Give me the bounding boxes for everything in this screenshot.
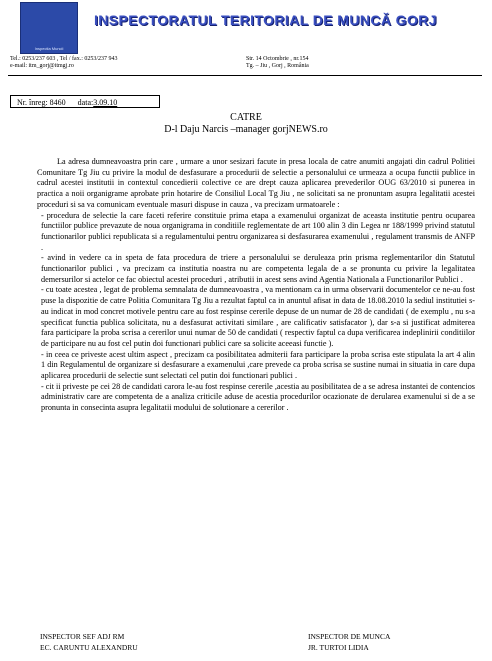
list-item: - cit ii priveste pe cei 28 de candidati carora le-au fost respinse cererile ,acestia au posibilitatea de a se adresa instantei de contencios administrativ care are competenta de a analiza criticile aduse de acestia procedurilor ocazionate de derularea examenului si de a se pronunta in consecinta asupra legalitatii modului de solutionare a cererilor . — [41, 381, 475, 413]
header-title: INSPECTORATUL TERITORIAL DE MUNCĂ GORJ — [94, 12, 437, 28]
list-item: - in ceea ce priveste acest ultim aspect , precizam ca posibilitatea admiterii fara participare la proba scrisa este stipulata la art 4 alin 1 din Regulamentul de organizare si desfasurare a examenului ,care prevede ca proba scrisa se sustine numai in situatia in care dupa aplicarea procedurii de selectie sunt selectati cel putin doi functionari publici . — [41, 349, 475, 381]
letter-body — [37, 157, 475, 414]
contact-left — [10, 56, 118, 70]
header-divider — [8, 75, 482, 76]
list-item: - avind in vedere ca in speta de fata procedura de triere a personalului se deruleaza prin prisma reglementarilor din Statutul functionarilor publici , va precizam ca institutia noastra nu are competenta legala de a se pronunta cu privire la legalitatea demersurilor si actelor ce fac obiectul acestei proceduri , atributii in acest sens avind Agentia Nationala a Functionarilor Publici . — [41, 253, 475, 284]
registration-date: 3.09.10 — [93, 98, 118, 107]
contact-phone: Tel.: 0253/237 603 , Tel / fax.: 0253/237 943 — [10, 56, 118, 62]
signature-right-name: JR. TURTOI LIDIA — [308, 643, 369, 652]
signature-left-title: INSPECTOR SEF ADJ RM — [40, 632, 125, 641]
registration-number-label: Nr. înreg: — [17, 98, 48, 107]
contact-right — [246, 56, 309, 70]
addressee-name: D-l Daju Narcis –manager gorjNEWS.ro — [164, 124, 328, 135]
list-item: - cu toate acestea , legat de problema semnalata de dumneavoastra , va mentionam ca in urma observarii documentelor ce ne-au fost puse la dispozitie de catre Politia Comunitara Tg Jiu a rezultat faptul ca in anuntul afisat in data de 18.08.2010 la sediul institutiei s-au indicat in mod concret motivele pentru care au fost respinse cererile depuse de un numar de 28 de candidati ( de exemplu , nu s-a specificat functia publica solicitata, nu a desfasurat activitati similare , are calificativ satisfacator ), dar s-a si justificat admiterea fara participare la proba scrisa a cererilor unui numar de 50 de candidati ( respectiv faptul ca dupa verificarea indeplinirii conditiilor de participare nu au fost cel putin doi functionari publici care sa solicite aceeasi functie ). — [41, 285, 475, 348]
registration-box — [10, 95, 160, 108]
contact-city: Tg. – Jiu , Gorj , România — [246, 63, 309, 69]
contact-email: e-mail: itm_gorj@itmgj.ro — [10, 63, 74, 69]
signature-left-name: EC. CARUNTU ALEXANDRU — [40, 643, 138, 652]
registration-date-label: data: — [77, 98, 94, 107]
logo-text: Inspectia Muncii — [34, 46, 64, 51]
registration-number: 8460 — [49, 98, 66, 107]
itm-logo — [20, 2, 78, 54]
signature-right-title: INSPECTOR DE MUNCA — [308, 632, 391, 641]
list-item: - procedura de selectie la care faceti referire constituie prima etapa a examenului organizat de aceasta institutie pentru ocuparea functiilor publice prevazute de noua organigrama in conditiile reglementate de art 100 alin 3 din Legea nr 188/1999 privind statutul functionarilor publici republicata si a regulamentului pentru organizarea si desfasurarea examenului , regulament transmis de ANFP . — [41, 210, 475, 252]
intro-paragraph: La adresa dumneavoastra prin care , urmare a unor sesizari facute in presa locala de catre anumiti angajati din cadrul Politiei Comunitare Tg Jiu cu privire la modul de desfasurare a procedurii de selectie a personalului ce urmeaza a ocupa functii publice in cadrul acestei institutii in contextul concedierii colective ce are drept cauza aplicarea prevederilor OUG 63/2010 si punerea in practica a noii organigrame aprobate prin hotarire de Consiliul Local Tg Jiu , ne solicitati sa ne pronuntam asupra legalitatii acestei proceduri si sa va comunicam eventuale masuri dispuse in cauza , va precizam urmatoarele : — [37, 157, 475, 209]
addressee-heading: CATRE — [230, 112, 262, 123]
contact-street: Str. 14 Octombrie , nr.154 — [246, 56, 309, 62]
